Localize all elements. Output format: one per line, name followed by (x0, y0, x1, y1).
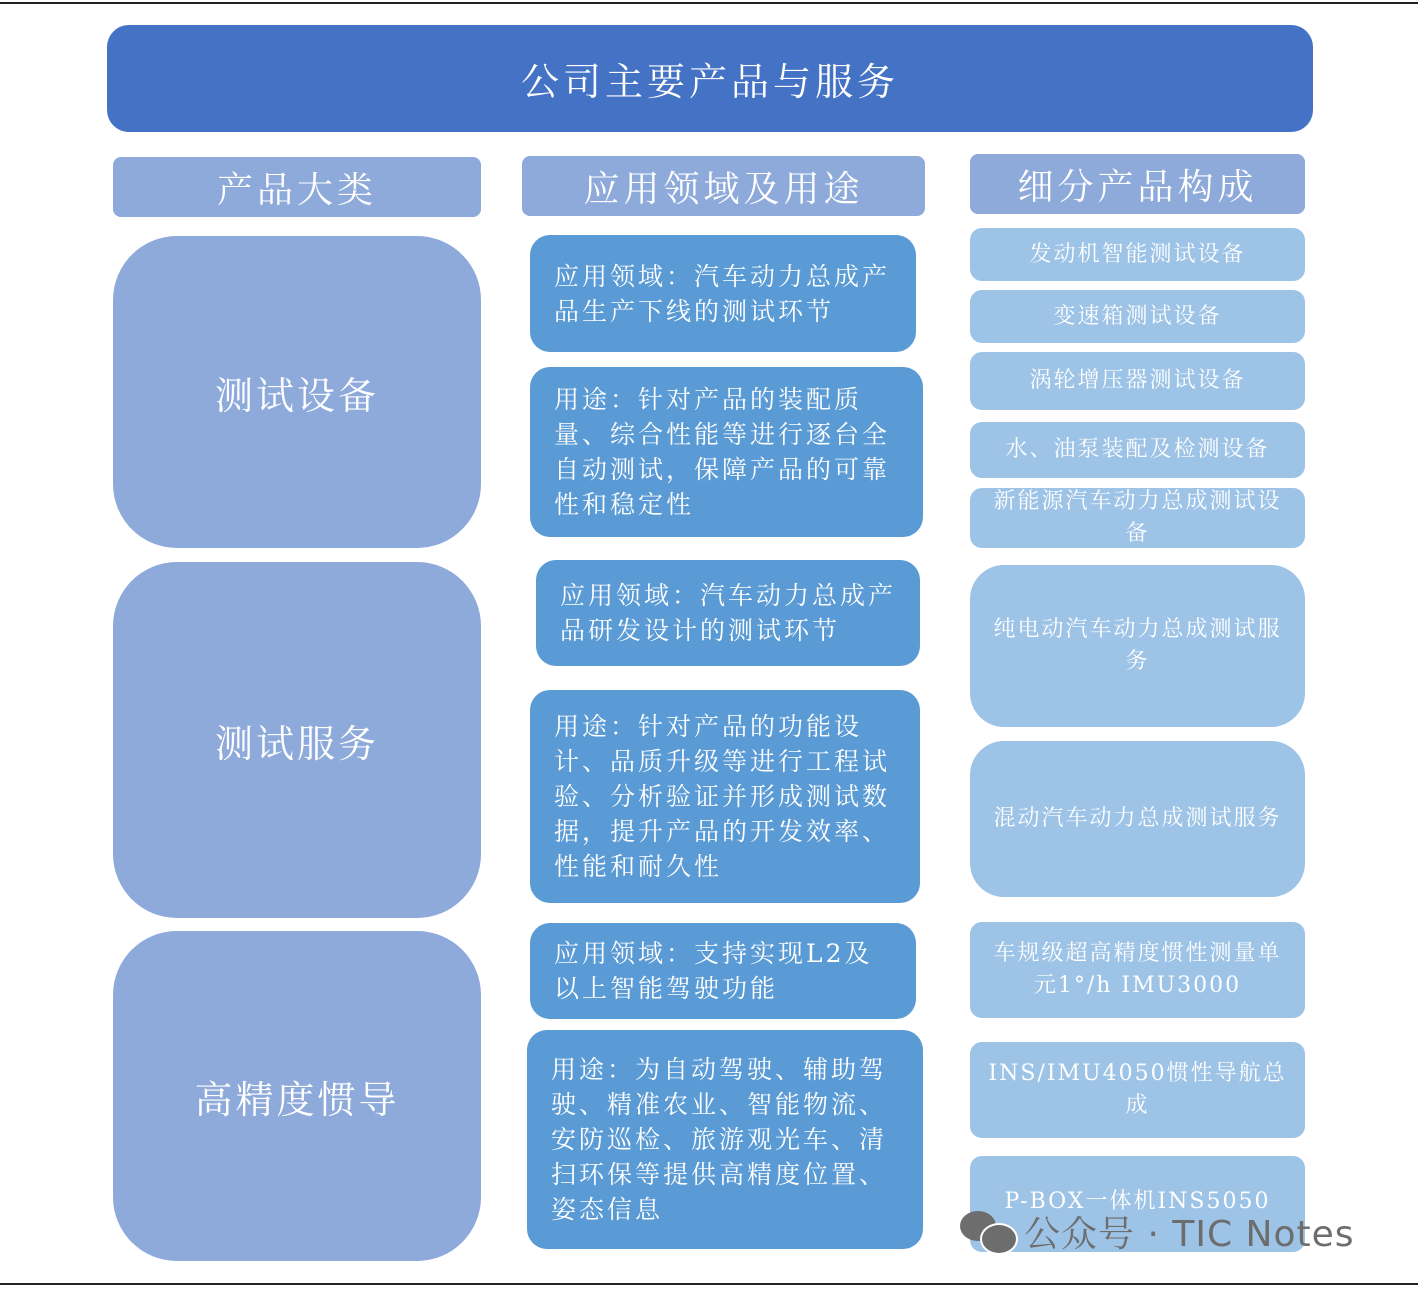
bottom-rule (0, 1283, 1418, 1285)
application-field-text: 应用领域：汽车动力总成产品研发设计的测试环节 (560, 581, 897, 645)
category-test-service: 测试服务 (113, 562, 481, 918)
usage-text: 用途：针对产品的装配质量、综合性能等进行逐台全自动测试，保障产品的可靠性和稳定性 (554, 385, 891, 519)
usage-box (530, 367, 923, 537)
application-field-box (530, 923, 916, 1019)
product-item: 混动汽车动力总成测试服务 (970, 741, 1305, 897)
usage-text: 用途：针对产品的功能设计、品质升级等进行工程试验、分析验证并形成测试数据，提升产品的开发效率、性能和耐久性 (554, 712, 891, 881)
header-category: 产品大类 (113, 157, 481, 217)
usage-box (527, 1030, 923, 1249)
chat-bubbles-icon (958, 1207, 1018, 1255)
usage-text: 用途：为自动驾驶、辅助驾驶、精准农业、智能物流、安防巡检、旅游观光车、清扫环保等提供高精度位置、姿态信息 (551, 1055, 888, 1224)
watermark-text: 公众号 · TIC Notes (1024, 1213, 1355, 1255)
product-item: 水、油泵装配及检测设备 (970, 422, 1305, 478)
watermark (958, 1205, 1355, 1257)
header-application: 应用领域及用途 (522, 156, 925, 216)
application-field-text: 应用领域：支持实现L2及以上智能驾驶功能 (554, 939, 873, 1003)
application-field-box (530, 235, 916, 352)
product-item: 变速箱测试设备 (970, 290, 1305, 343)
category-test-equipment: 测试设备 (113, 236, 481, 548)
top-rule (0, 2, 1418, 4)
category-high-precision-ins: 高精度惯导 (113, 931, 481, 1261)
product-item: 发动机智能测试设备 (970, 228, 1305, 281)
product-item: INS/IMU4050惯性导航总成 (970, 1042, 1305, 1138)
product-item: 新能源汽车动力总成测试设备 (970, 488, 1305, 548)
diagram-title: 公司主要产品与服务 (107, 25, 1313, 132)
product-item: 纯电动汽车动力总成测试服务 (970, 565, 1305, 727)
usage-box (530, 690, 920, 903)
application-field-box (536, 560, 920, 666)
product-item: 车规级超高精度惯性测量单元1°/h IMU3000 (970, 922, 1305, 1018)
product-item: P-BOX一体机INS5050 (970, 1156, 1305, 1252)
header-components: 细分产品构成 (970, 154, 1305, 214)
product-item: 涡轮增压器测试设备 (970, 352, 1305, 410)
application-field-text: 应用领域：汽车动力总成产品生产下线的测试环节 (554, 261, 891, 326)
